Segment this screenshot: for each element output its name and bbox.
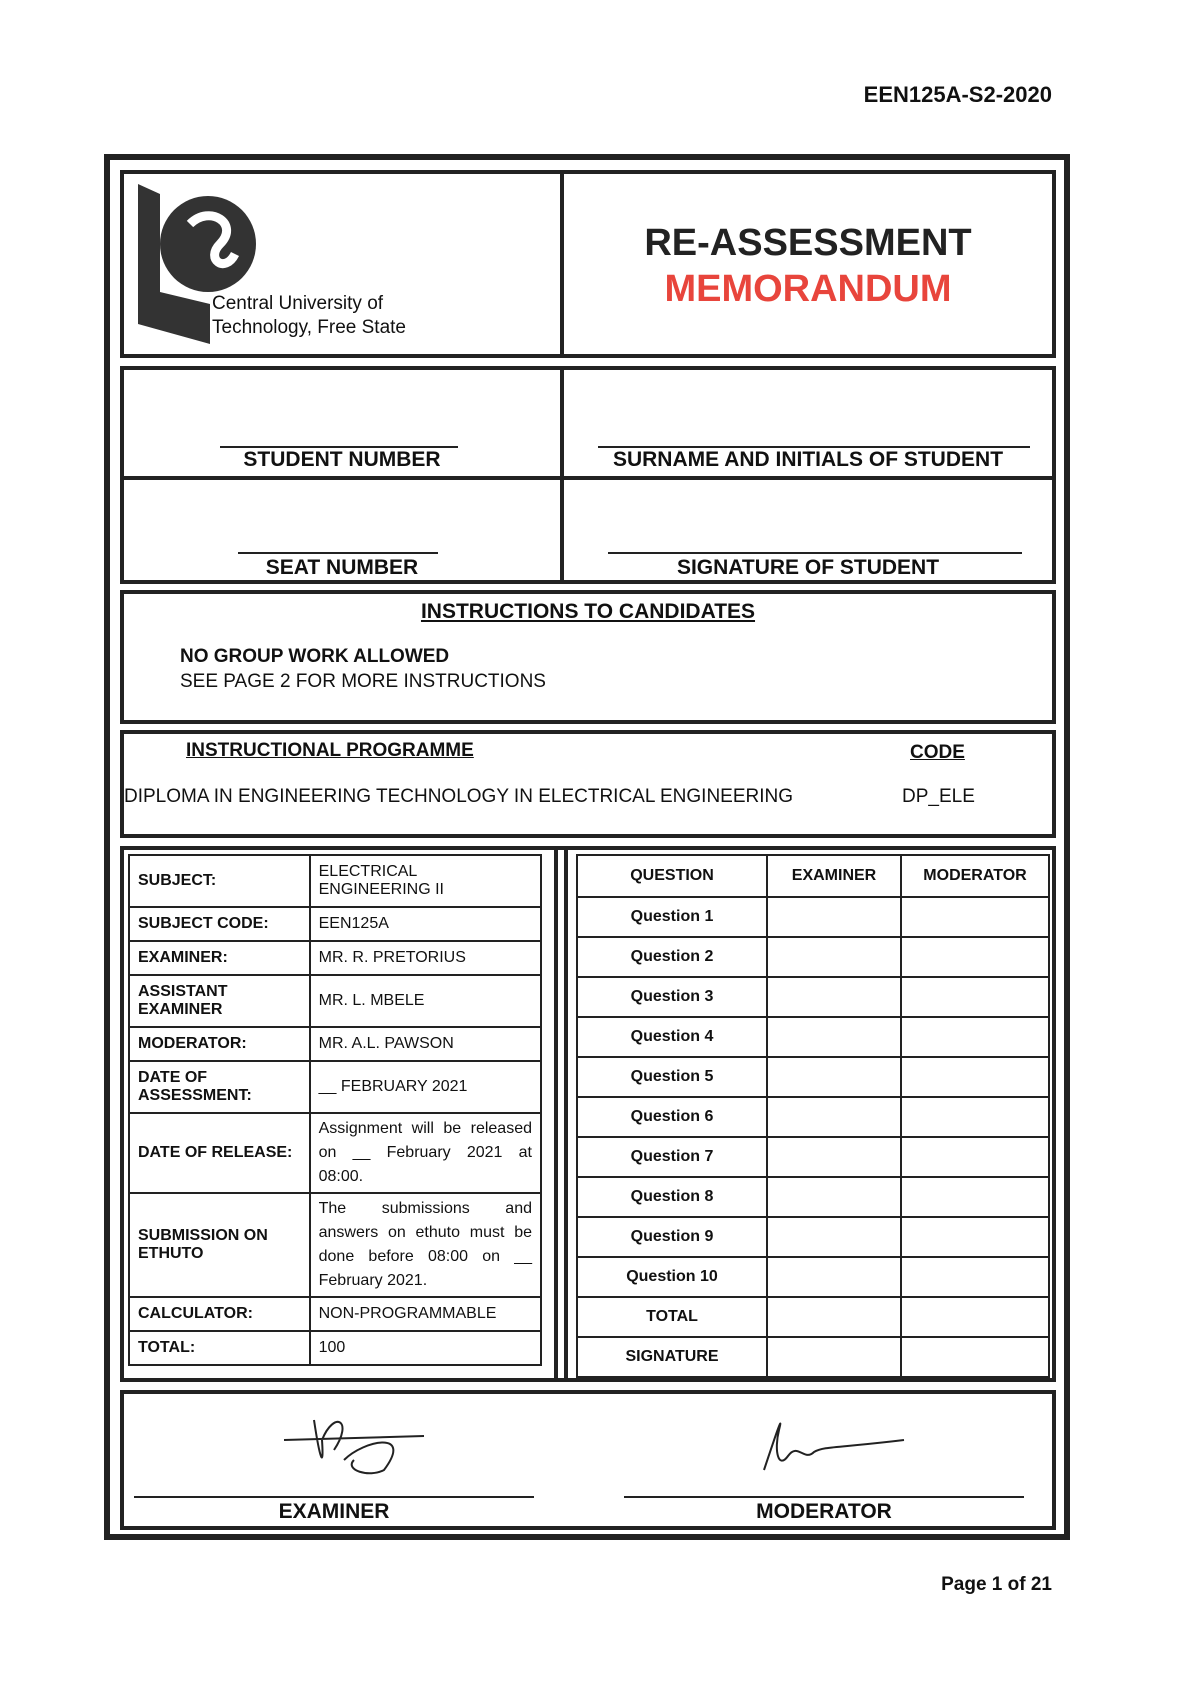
examiner-mark-cell[interactable] [767,897,901,937]
signature-label: SIGNATURE OF STUDENT [676,556,940,579]
marks-row [577,1137,1049,1177]
code-heading: CODE [910,742,965,763]
marks-table [576,854,1050,1378]
moderator-label: MODERATOR [756,1500,892,1523]
student-number-label: STUDENT NUMBER [243,448,441,471]
marks-row [577,1097,1049,1137]
signoff-section [120,1390,1056,1530]
examiner-mark-cell[interactable] [767,1137,901,1177]
programme-section [120,730,1056,838]
examiner-mark-cell[interactable] [767,1177,901,1217]
examiner-mark-cell[interactable] [767,1217,901,1257]
info-key: CALCULATOR: [129,1297,310,1331]
seat-number-label: SEAT NUMBER [265,556,419,579]
programme-heading: INSTRUCTIONAL PROGRAMME [186,740,474,761]
student-fields [120,366,1056,584]
marks-row [577,1217,1049,1257]
moderator-mark-cell[interactable] [901,1017,1049,1057]
moderator-mark-cell[interactable] [901,937,1049,977]
info-key: DATE OF ASSESSMENT: [129,1061,310,1113]
examiner-signature [274,1400,444,1480]
col-examiner: EXAMINER [767,855,901,897]
info-key: TOTAL: [129,1331,310,1365]
question-cell: TOTAL [577,1297,767,1337]
marks-row [577,977,1049,1017]
moderator-mark-cell[interactable] [901,897,1049,937]
info-value: __ FEBRUARY 2021 [310,1061,541,1113]
instruction-line: SEE PAGE 2 FOR MORE INSTRUCTIONS [180,671,546,692]
info-value: NON-PROGRAMMABLE [310,1297,541,1331]
question-cell: Question 3 [577,977,767,1017]
question-cell: Question 4 [577,1017,767,1057]
logo-text-line1: Central University of [212,293,384,314]
question-cell: Question 2 [577,937,767,977]
question-cell: SIGNATURE [577,1337,767,1377]
info-key: DATE OF RELEASE: [129,1113,310,1193]
question-cell: Question 9 [577,1217,767,1257]
marks-row [577,937,1049,977]
info-value: MR. L. MBELE [310,975,541,1027]
marks-row [577,897,1049,937]
examiner-mark-cell[interactable] [767,1017,901,1057]
instructions-heading: INSTRUCTIONS TO CANDIDATES [420,600,756,623]
examiner-label: EXAMINER [278,1500,390,1523]
info-key: EXAMINER: [129,941,310,975]
info-value: Assignment will be released on __ February 2021 at 08:00. [310,1113,541,1193]
header-section [120,170,1056,358]
moderator-mark-cell[interactable] [901,977,1049,1017]
moderator-mark-cell[interactable] [901,1257,1049,1297]
examiner-mark-cell[interactable] [767,937,901,977]
moderator-mark-cell[interactable] [901,1337,1049,1377]
marks-row [577,1177,1049,1217]
col-question: QUESTION [577,855,767,897]
moderator-mark-cell[interactable] [901,1137,1049,1177]
info-key: SUBJECT: [129,855,310,907]
marks-row [577,1017,1049,1057]
info-value: ELECTRICAL ENGINEERING II [310,855,541,907]
info-value: The submissions and answers on ethuto must be done before 08:00 on __ February 2021. [310,1193,541,1297]
moderator-mark-cell[interactable] [901,1217,1049,1257]
col-moderator: MODERATOR [901,855,1049,897]
info-key: MODERATOR: [129,1027,310,1061]
examiner-mark-cell[interactable] [767,1297,901,1337]
examiner-mark-cell[interactable] [767,1337,901,1377]
info-key: SUBMISSION ON ETHUTO [129,1193,310,1297]
assessment-info-table [128,854,542,1366]
examiner-mark-cell[interactable] [767,977,901,1017]
moderator-mark-cell[interactable] [901,1057,1049,1097]
page-subtitle: MEMORANDUM [664,268,952,310]
programme-code: DP_ELE [902,786,975,807]
info-value: EEN125A [310,907,541,941]
examiner-mark-cell[interactable] [767,1057,901,1097]
moderator-mark-cell[interactable] [901,1297,1049,1337]
marks-row [577,1057,1049,1097]
info-key: ASSISTANT EXAMINER [129,975,310,1027]
question-cell: Question 5 [577,1057,767,1097]
info-value: MR. R. PRETORIUS [310,941,541,975]
info-value: 100 [310,1331,541,1365]
marks-row [577,1257,1049,1297]
info-value: MR. A.L. PAWSON [310,1027,541,1061]
programme-name: DIPLOMA IN ENGINEERING TECHNOLOGY IN ELECTRICAL ENGINEERING [124,786,794,807]
document-code: EEN125A-S2-2020 [863,82,1052,107]
page-number: Page 1 of 21 [941,1574,1052,1595]
question-cell: Question 1 [577,897,767,937]
examiner-mark-cell[interactable] [767,1097,901,1137]
question-cell: Question 7 [577,1137,767,1177]
question-cell: Question 6 [577,1097,767,1137]
question-cell: Question 10 [577,1257,767,1297]
instructions-section [120,590,1056,724]
marks-row [577,1297,1049,1337]
moderator-mark-cell[interactable] [901,1177,1049,1217]
question-cell: Question 8 [577,1177,767,1217]
moderator-signature [744,1400,914,1480]
instruction-line: NO GROUP WORK ALLOWED [180,646,450,667]
logo-text-line2: Technology, Free State [212,317,406,338]
surname-label: SURNAME AND INITIALS OF STUDENT [612,448,1004,471]
marks-row [577,1337,1049,1377]
moderator-mark-cell[interactable] [901,1097,1049,1137]
examiner-mark-cell[interactable] [767,1257,901,1297]
page-title: RE-ASSESSMENT [644,222,972,264]
details-section [120,846,1056,1382]
info-key: SUBJECT CODE: [129,907,310,941]
